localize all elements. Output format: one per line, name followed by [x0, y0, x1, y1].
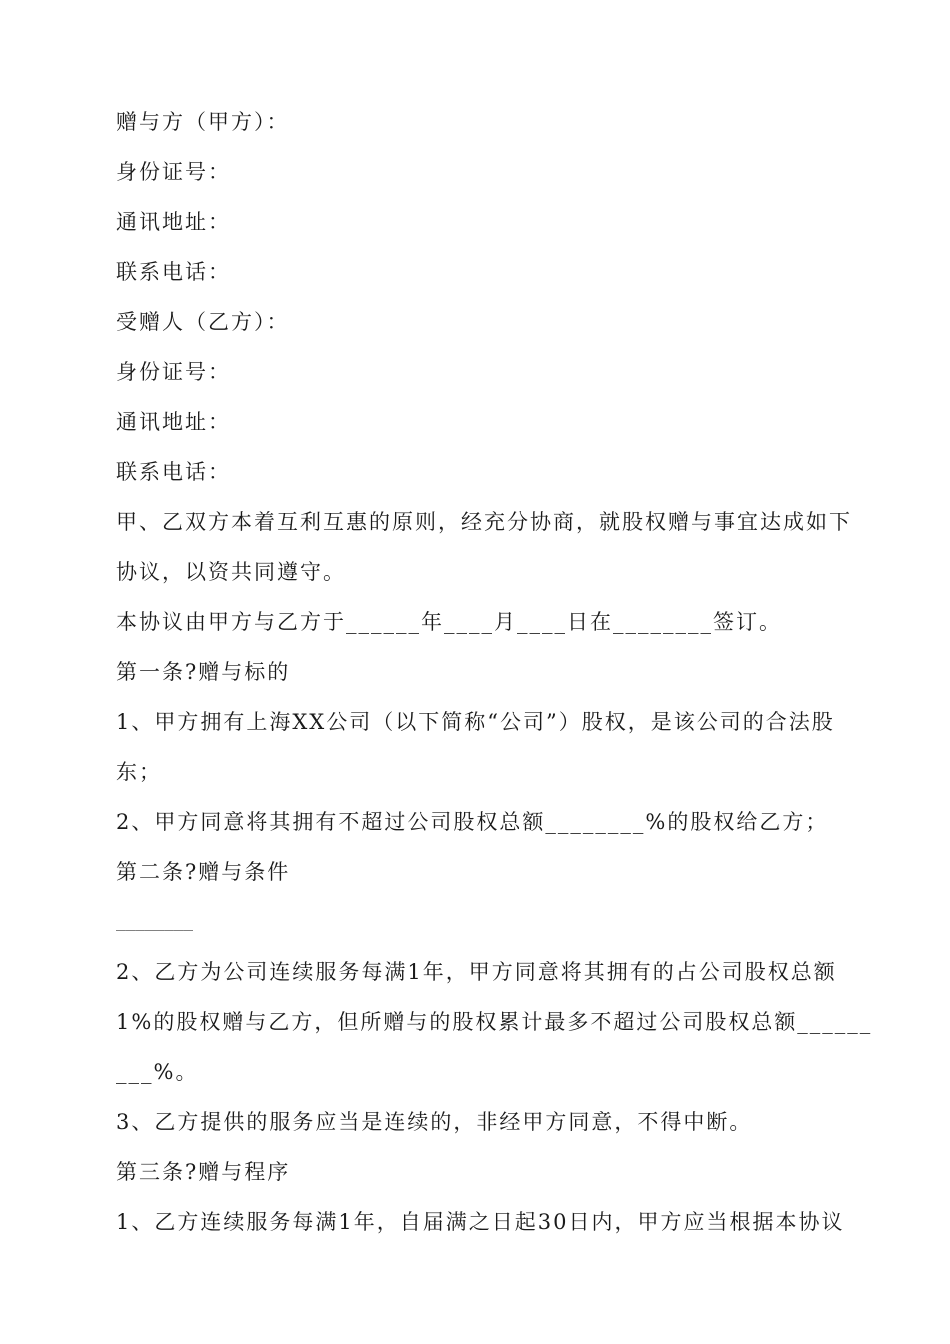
article-2-clause-2-line-3: ___%。: [116, 1060, 199, 1084]
donor-phone-label: 联系电话：: [116, 260, 231, 284]
donee-label: 受赠人（乙方）：: [116, 310, 290, 334]
article-2-clause-1-blank: ________: [116, 912, 194, 931]
donee-phone-label: 联系电话：: [116, 460, 231, 484]
article-2-clause-3: 3、乙方提供的服务应当是连续的，非经甲方同意，不得中断。: [116, 1110, 753, 1134]
article-1-clause-2: 2、甲方同意将其拥有不超过公司股权总额________%的股权给乙方；: [116, 810, 829, 834]
article-3-clause-1-line-1: 1、乙方连续服务每满1年，自届满之日起30日内，甲方应当根据本协议: [116, 1210, 845, 1234]
donor-id-number-label: 身份证号：: [116, 160, 231, 184]
article-1-clause-1-line-1: 1、甲方拥有上海XX公司（以下简称“公司”）股权，是该公司的合法股: [116, 710, 835, 734]
article-1-clause-1-line-2: 东；: [116, 760, 162, 784]
article-2-clause-2-line-1: 2、乙方为公司连续服务每满1年，甲方同意将其拥有的占公司股权总额: [116, 960, 837, 984]
article-3-heading: 第三条?赠与程序: [116, 1160, 291, 1184]
article-1-heading: 第一条?赠与标的: [116, 660, 291, 684]
preamble-line-2: 协议，以资共同遵守。: [116, 560, 346, 584]
article-2-heading: 第二条?赠与条件: [116, 860, 291, 884]
donee-id-number-label: 身份证号：: [116, 360, 231, 384]
signing-statement: 本协议由甲方与乙方于______年____月____日在________签订。: [116, 610, 782, 634]
donor-address-label: 通讯地址：: [116, 210, 231, 234]
donor-label: 赠与方（甲方）：: [116, 110, 290, 134]
donee-address-label: 通讯地址：: [116, 410, 231, 434]
document-body: [116, 104, 873, 1254]
preamble-line-1: 甲、乙双方本着互利互惠的原则，经充分协商，就股权赠与事宜达成如下: [116, 510, 852, 534]
article-2-clause-2-line-2: 1%的股权赠与乙方，但所赠与的股权累计最多不超过公司股权总额______: [116, 1010, 873, 1034]
